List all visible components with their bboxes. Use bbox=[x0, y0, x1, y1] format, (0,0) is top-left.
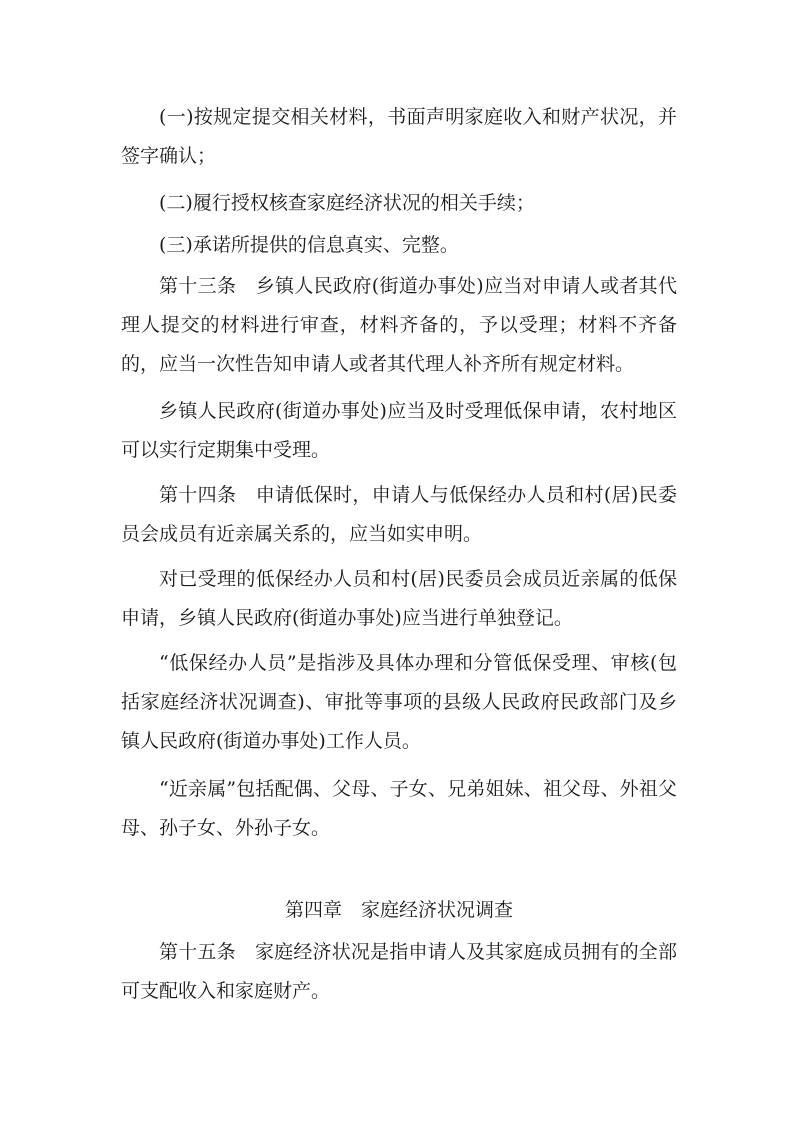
paragraph-item-2: (二)履行授权核查家庭经济状况的相关手续； bbox=[159, 192, 535, 214]
article-13-para-2: 乡镇人民政府(街道办事处)应当及时受理低保申请，农村地区可以实行定期集中受理。 bbox=[121, 400, 677, 461]
paragraph-item-1: (一)按规定提交相关材料，书面声明家庭收入和财产状况，并签字确认； bbox=[121, 106, 677, 167]
definition-relatives: “近亲属”包括配偶、父母、子女、兄弟姐妹、祖父母、外祖父母、孙子女、外孙子女。 bbox=[121, 778, 677, 839]
paragraph-item-3: (三)承诺所提供的信息真实、完整。 bbox=[159, 234, 459, 256]
article-13: 第十三条 乡镇人民政府(街道办事处)应当对申请人或者其代理人提交的材料进行审查，材料齐备的，予以受理；材料不齐备的，应当一次性告知申请人或者其代理人补齐所有规定材料。 bbox=[121, 275, 677, 375]
article-15: 第十五条 家庭经济状况是指申请人及其家庭成员拥有的全部可支配收入和家庭财产。 bbox=[121, 941, 677, 1002]
article-14-para-2: 对已受理的低保经办人员和村(居)民委员会成员近亲属的低保申请，乡镇人民政府(街道办事处)应当进行单独登记。 bbox=[121, 568, 677, 629]
definition-staff: “低保经办人员”是指涉及具体办理和分管低保受理、审核(包括家庭经济状况调查)、审批等事项的县级人民政府民政部门及乡镇人民政府(街道办事处)工作人员。 bbox=[121, 652, 677, 752]
chapter-heading: 第四章 家庭经济状况调查 bbox=[284, 899, 513, 921]
article-14: 第十四条 申请低保时，申请人与低保经办人员和村(居)民委员会成员有近亲属关系的，应当如实申明。 bbox=[121, 484, 677, 545]
